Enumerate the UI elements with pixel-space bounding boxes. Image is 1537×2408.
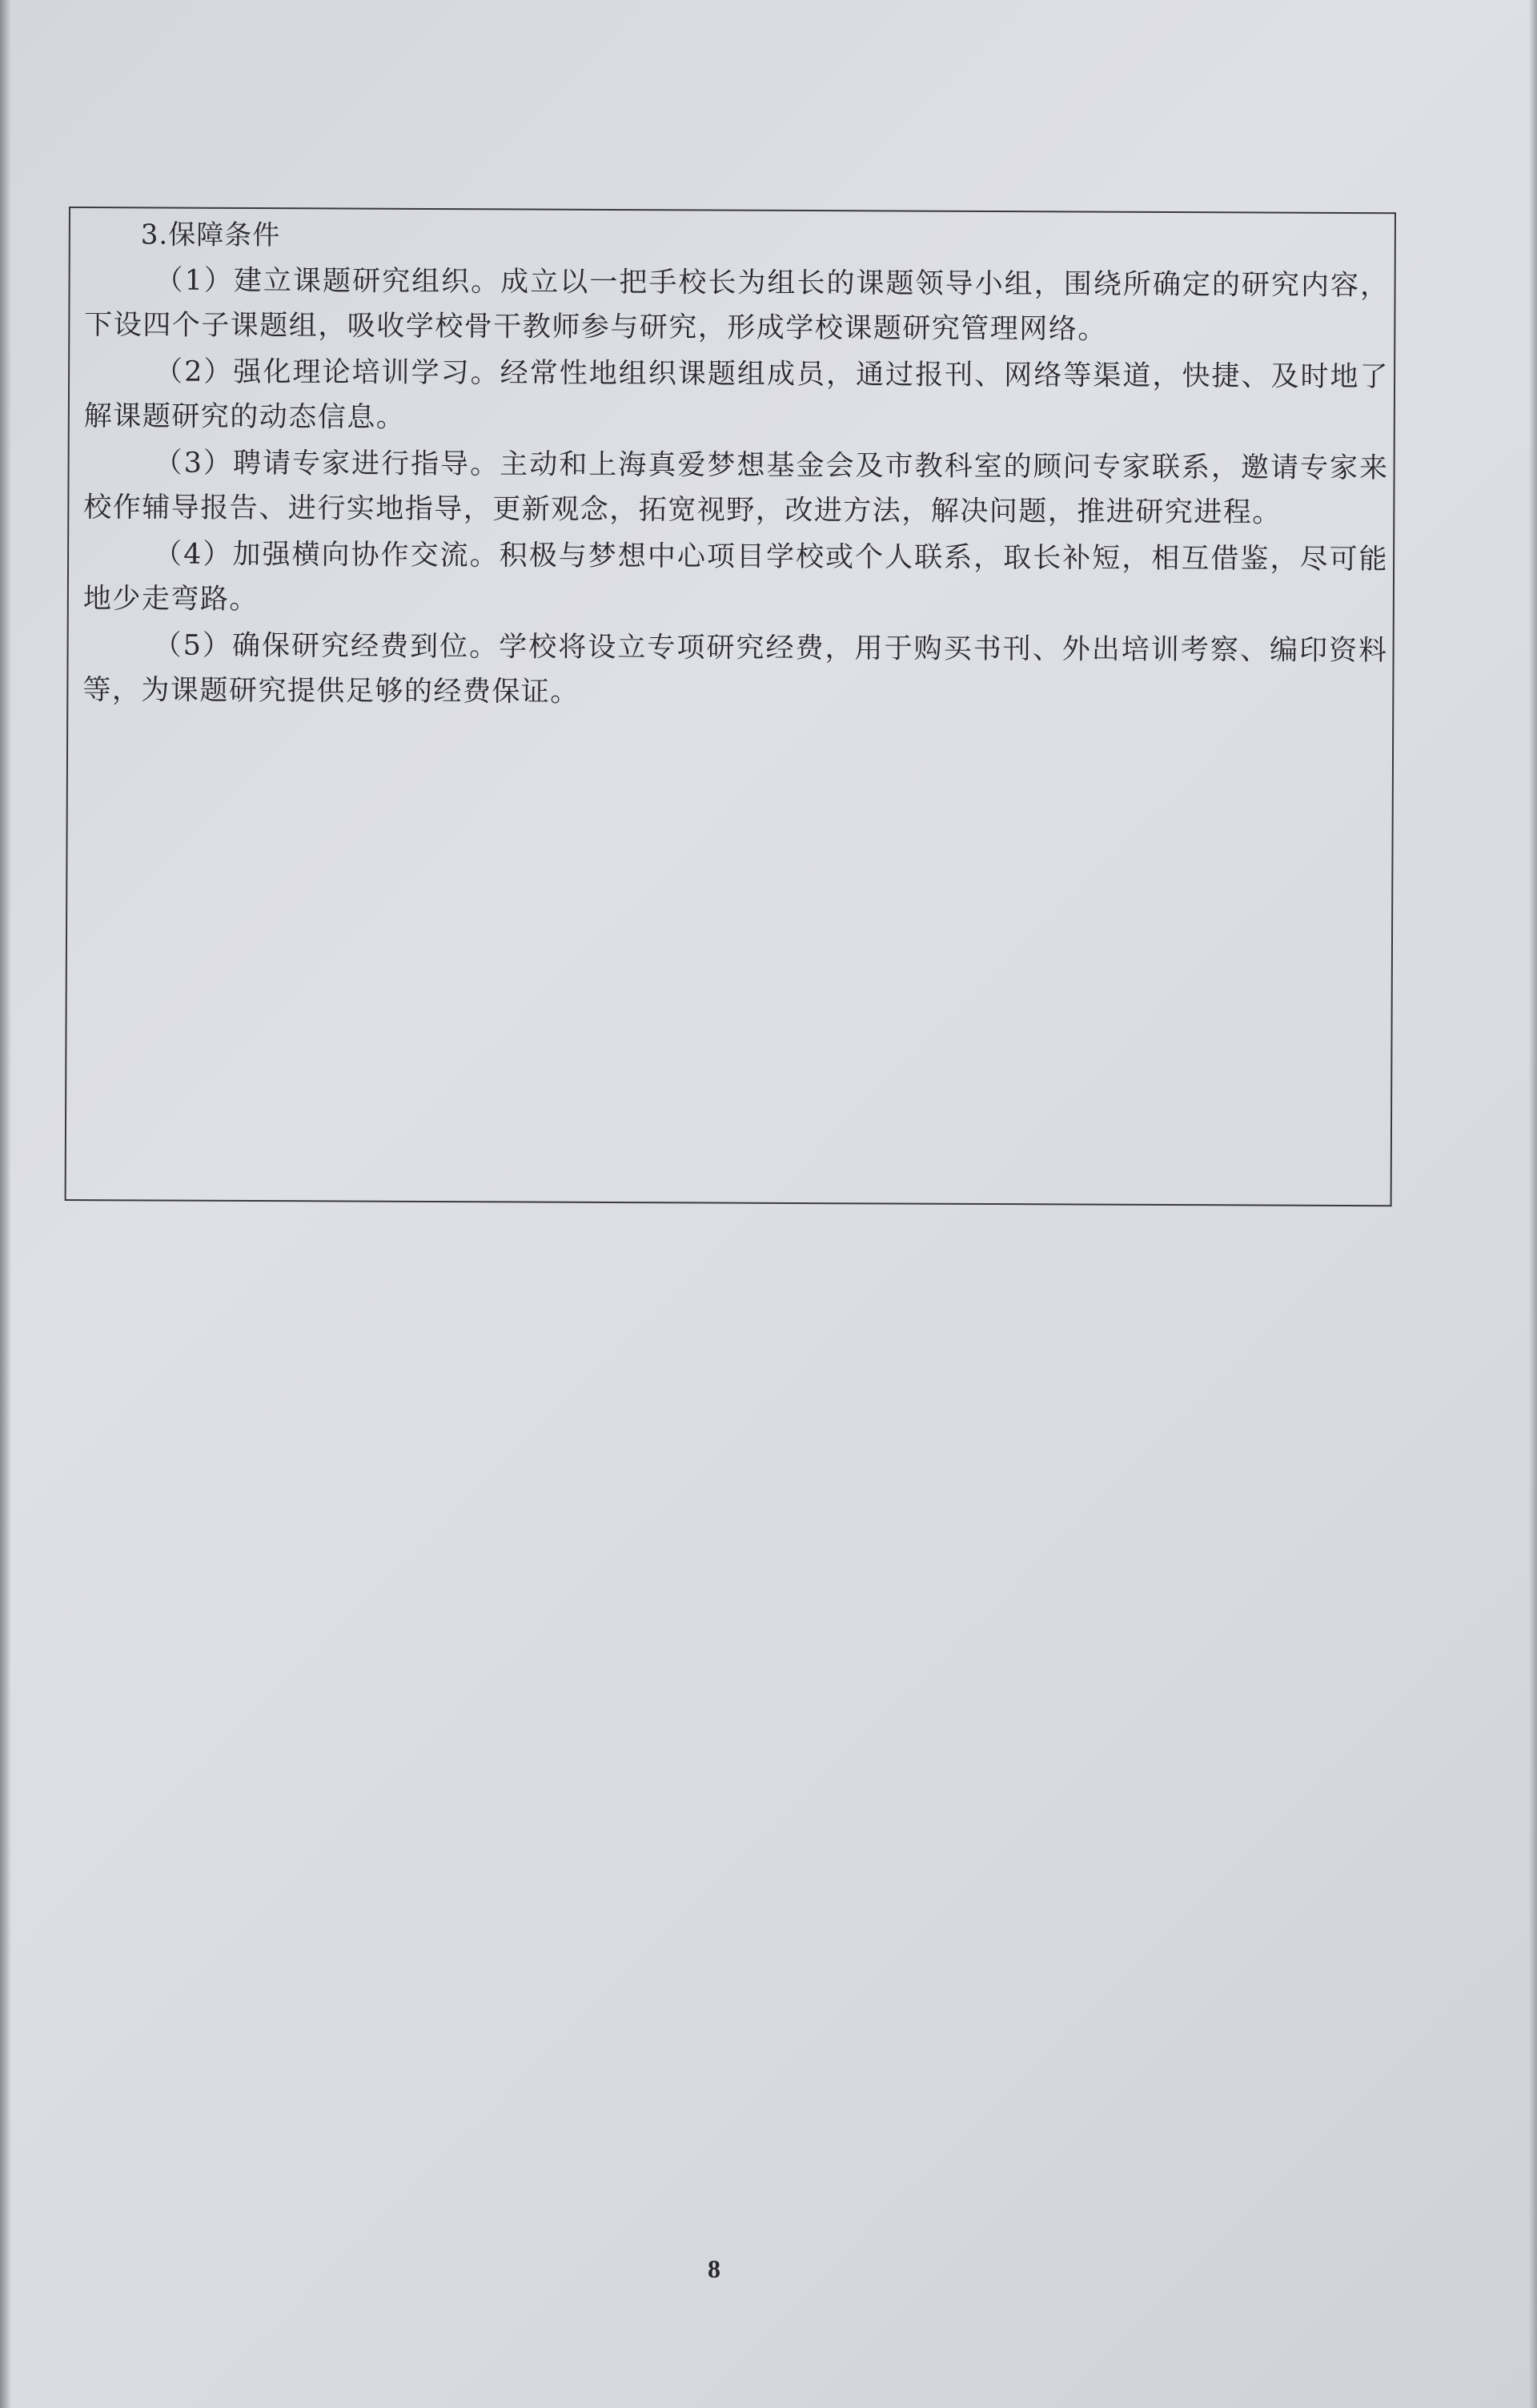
content-frame bbox=[65, 207, 1396, 1206]
paragraph-2: （2）强化理论培训学习。经常性地组织课题组成员，通过报刊、网络等渠道，快捷、及时地了解课题研究的动态信息。 bbox=[83, 355, 1390, 434]
paragraph-5: （5）确保研究经费到位。学校将设立专项研究经费，用于购买书刊、外出培训考察、编印资料等，为课题研究提供足够的经费保证。 bbox=[82, 629, 1388, 708]
paragraph-list bbox=[82, 258, 1389, 720]
paragraph-1: （1）建立课题研究组织。成立以一把手校长为组长的课题领导小组，围绕所确定的研究内容，下设四个子课题组，吸收学校骨干教师参与研究，形成学校课题研究管理网络。 bbox=[84, 264, 1390, 346]
page-number: 8 bbox=[708, 2254, 720, 2283]
page-shadow-left bbox=[0, 0, 11, 2408]
paragraph-4: （4）加强横向协作交流。积极与梦想中心项目学校或个人联系，取长补短，相互借鉴，尽可能地少走弯路。 bbox=[82, 538, 1389, 616]
paragraph-3: （3）聘请专家进行指导。主动和上海真爱梦想基金会及市教科室的顾问专家联系，邀请专家来校作辅导报告、进行实地指导，更新观念，拓宽视野，改进方法，解决问题，推进研究进程。 bbox=[83, 447, 1389, 529]
section-heading: 3.保障条件 bbox=[140, 219, 281, 252]
page-shadow-right bbox=[1529, 0, 1537, 2408]
